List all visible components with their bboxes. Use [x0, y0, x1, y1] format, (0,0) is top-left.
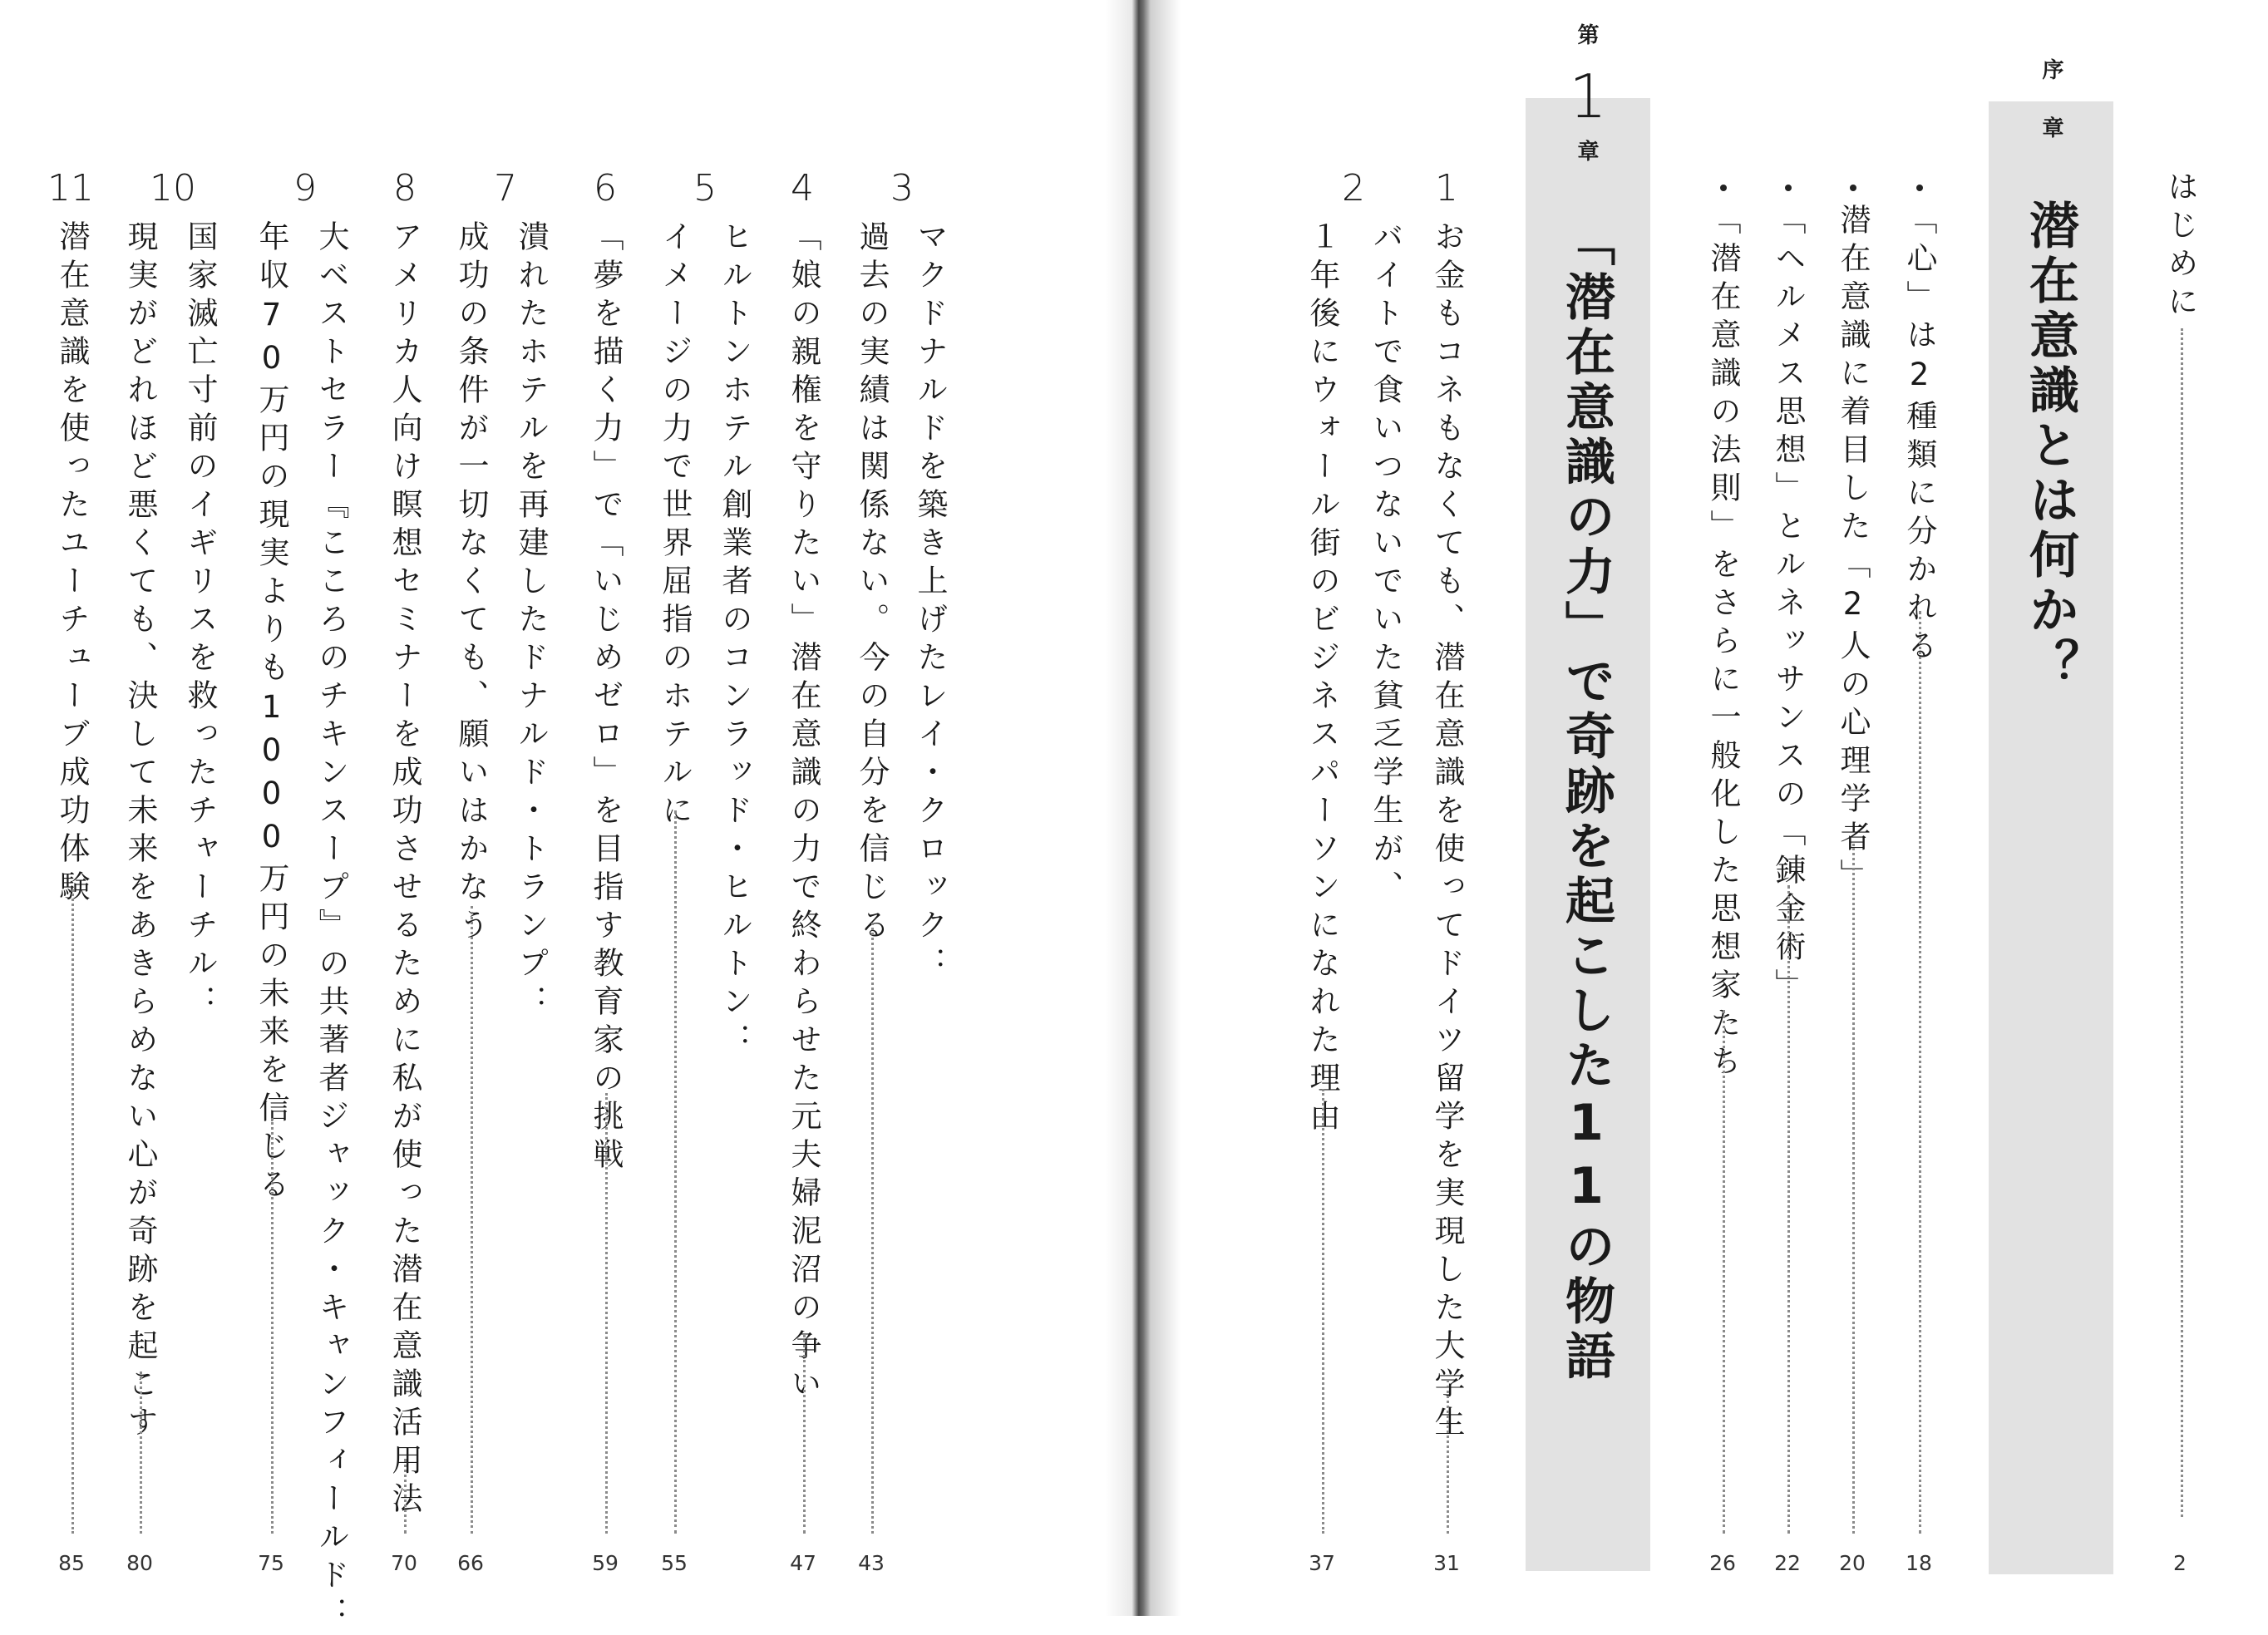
story-number: 5	[693, 167, 717, 209]
page-number: 20	[1839, 1551, 1866, 1575]
page-number: 70	[391, 1551, 417, 1575]
toc-entry-text: 潜在意識を使ったユーチューブ成功体験	[54, 220, 90, 909]
page-number: 75	[258, 1551, 284, 1575]
story-number: 3	[890, 167, 914, 209]
toc-entry-text: 「娘の親権を守りたい」潜在意識の力で終わらせた元夫婦泥沼の争い	[786, 220, 821, 1406]
leader-dots	[140, 1372, 142, 1534]
bullet	[1785, 185, 1792, 191]
page-number: 18	[1906, 1551, 1932, 1575]
prologue-label-sho: 章	[2039, 116, 2063, 138]
leader-dots	[271, 1118, 274, 1534]
story-number: 4	[791, 167, 814, 209]
toc-entry-text: お金もコネもなくても、潜在意識を使ってドイツ留学を実現した大学生	[1429, 220, 1465, 1444]
page-number: 85	[58, 1551, 85, 1575]
leader-dots	[1723, 1010, 1725, 1534]
toc-entry-text: バイトで食いつないでいた貧乏学生が、	[1368, 220, 1403, 909]
leader-dots	[674, 810, 677, 1534]
leader-dots	[1447, 1380, 1449, 1534]
story-number: 1	[1435, 167, 1458, 209]
story-number: 7	[494, 167, 517, 209]
story-number: 9	[293, 167, 317, 209]
chapter1-title: 「潜在意識の力」で奇跡を起こした11の物語	[1557, 216, 1615, 1385]
story-number: 8	[393, 167, 417, 209]
toc-entry-text: 「ヘルメス思想」とルネッサンスの「錬金術」	[1770, 204, 1806, 1007]
toc-entry-text: ヒルトンホテル創業者のコンラッド・ヒルトン：	[717, 220, 752, 1061]
toc-entry-text: 「心」は2種類に分かれる	[1901, 204, 1937, 667]
hajimeni-label: はじめに	[2162, 170, 2198, 323]
leader-dots	[1919, 611, 1921, 1534]
toc-entry-text: 潰れたホテルを再建したドナルド・トランプ：	[513, 220, 549, 1023]
leader-dots	[404, 1459, 407, 1534]
book-gutter	[1106, 0, 1181, 1616]
bullet	[1916, 185, 1923, 191]
chapter1-label-sho: 章	[1574, 140, 1599, 161]
chapter1-number: 1	[1569, 62, 1607, 131]
page-number: 43	[858, 1551, 885, 1575]
prologue-label-jo: 序	[2039, 58, 2063, 80]
toc-entry-text: マクドナルドを築き上げたレイ・クロック：	[912, 220, 948, 985]
toc-entry-text: 「潜在意識の法則」をさらに一般化した思想家たち	[1705, 204, 1741, 1083]
page-number: 80	[126, 1551, 153, 1575]
page-number: 2	[2173, 1551, 2187, 1575]
page-number: 59	[592, 1551, 619, 1575]
page-number: 47	[790, 1551, 816, 1575]
leader-dots	[1787, 885, 1790, 1534]
story-number: 10	[150, 167, 196, 209]
leader-dots	[605, 1093, 608, 1534]
page-number: 22	[1774, 1551, 1801, 1575]
toc-entry-text-line2: イメージの力で世界屈指のホテルに	[657, 220, 693, 832]
leader-dots	[871, 923, 874, 1534]
story-number: 2	[1342, 167, 1365, 209]
prologue-title: 潜在意識とは何か？	[2021, 199, 2079, 693]
leader-dots	[803, 1334, 806, 1534]
toc-entry-text-line2: 成功の条件が一切なくても、願いはかなう	[453, 220, 489, 947]
toc-entry-text-line2: 年収70万円の現実よりも1000万円の未来を信じる	[254, 220, 289, 1206]
toc-entry-text: 国家滅亡寸前のイギリスを救ったチャーチル：	[182, 220, 218, 1023]
leader-dots	[471, 906, 473, 1534]
story-number: 11	[47, 167, 94, 209]
leader-dots	[1322, 1089, 1324, 1534]
story-number: 6	[594, 167, 617, 209]
page-number: 31	[1433, 1551, 1460, 1575]
leader-dots	[71, 889, 74, 1534]
toc-entry-text: 「夢を描く力」で「いじめゼロ」を目指す教育家の挑戦	[588, 220, 624, 1176]
toc-entry-text-line2: １年後にウォール街のビジネスパーソンになれた理由	[1304, 220, 1340, 1138]
chapter1-label-dai: 第	[1574, 23, 1599, 45]
leader-dots	[2181, 328, 2183, 1517]
toc-entry-text: アメリカ人向け瞑想セミナーを成功させるために私が使った潜在意識活用法	[387, 220, 422, 1520]
page-number: 26	[1709, 1551, 1736, 1575]
toc-entry-text-line2: 過去の実績は関係ない。今の自分を信じる	[854, 220, 890, 947]
toc-entry-text: 潜在意識に着目した「2人の心理学者」	[1835, 204, 1871, 897]
bullet	[1850, 185, 1856, 191]
page-number: 66	[457, 1551, 484, 1575]
leader-dots	[1852, 844, 1855, 1534]
bullet	[1720, 185, 1727, 191]
toc-entry-text-line2: 現実がどれほど悪くても、決して未来をあきらめない心が奇跡を起こす	[122, 220, 158, 1444]
toc-entry-text: 大ベストセラー『こころのチキンスープ』の共著者ジャック・キャンフィールド：	[313, 220, 349, 1635]
page-number: 37	[1309, 1551, 1335, 1575]
page-number: 55	[661, 1551, 688, 1575]
